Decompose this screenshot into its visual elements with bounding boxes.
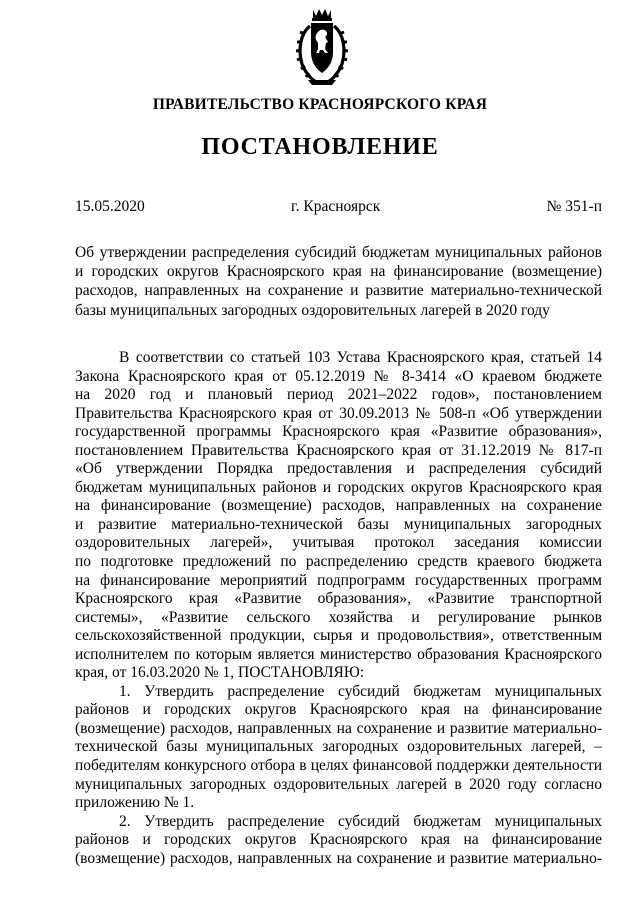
body-line: на финансирование (возмещение) расходов, направленных на сохранение — [75, 497, 602, 515]
body-line: 1. Утвердить распределение субсидий бюджетам муниципальных — [119, 682, 602, 700]
subject-line: базы муниципальных загородных оздоровительных лагерей в 2020 году — [75, 301, 550, 319]
body-line: (возмещение) расходов, направленных на сохранение и развитие материально- — [75, 849, 602, 867]
body-paragraph — [75, 813, 602, 869]
body-line: постановлением Правительства Красноярского края от 31.12.2019 № 817-п — [75, 441, 602, 459]
document-city: г. Красноярск — [291, 198, 381, 215]
body-line: районов и городских округов Красноярского края на финансирование — [75, 831, 602, 849]
document-number: № 351-п — [546, 198, 602, 215]
body-line: районов и городских округов Красноярского края на финансирование — [75, 701, 602, 719]
document-type-title: ПОСТАНОВЛЕНИЕ — [201, 134, 439, 160]
body-line: на финансирование мероприятий подпрограмм государственных программ — [75, 571, 602, 589]
subject-line: расходов, направленных на сохранение и развитие материально-технической — [75, 282, 602, 300]
body-line: бюджетам муниципальных районов и городских округов Красноярского края — [75, 478, 602, 496]
body-line: Красноярского края «Развитие образования», «Развитие транспортной — [75, 590, 602, 608]
document-subject — [75, 243, 602, 320]
body-paragraph — [75, 349, 602, 683]
body-line: оздоровительных лагерей», учитывая протокол заседания комиссии — [75, 534, 602, 552]
body-line: муниципальных загородных оздоровительных лагерей в 2020 году согласно — [75, 775, 602, 793]
body-paragraph — [75, 683, 602, 813]
body-line: (возмещение) расходов, направленных на сохранение и развитие материально- — [75, 719, 602, 737]
subject-line: Об утверждении распределения субсидий бюджетам муниципальных районов — [75, 244, 602, 261]
document-date: 15.05.2020 — [75, 198, 145, 215]
body-line: 2. Утвердить распределение субсидий бюджетам муниципальных — [119, 812, 602, 830]
body-line: победителям конкурсного отбора в целях финансовой поддержки деятельности — [75, 757, 602, 775]
body-line: на 2020 год и плановый период 2021–2022 годов», постановлением — [75, 386, 602, 404]
coat-of-arms-emblem — [296, 6, 348, 88]
body-line: по подготовке предложений по распределению средств краевого бюджета — [75, 553, 602, 571]
organization-title: ПРАВИТЕЛЬСТВО КРАСНОЯРСКОГО КРАЯ — [152, 96, 488, 113]
body-line: Правительства Красноярского края от 30.09.2013 № 508-п «Об утверждении — [75, 404, 602, 422]
body-line: технической базы муниципальных загородных оздоровительных лагерей, – — [75, 738, 602, 756]
document-body — [75, 349, 602, 868]
body-line: системы», «Развитие сельского хозяйства и регулирование рынков — [75, 608, 602, 626]
body-line: приложению № 1. — [75, 794, 195, 812]
subject-line: и городских округов Красноярского края на финансирование (возмещение) — [75, 263, 602, 281]
body-line: В соответствии со статьей 103 Устава Красноярского края, статьей 14 — [119, 349, 602, 366]
body-line: государственной программы Красноярского края «Развитие образования», — [75, 423, 602, 441]
body-line: сельскохозяйственной продукции, сырья и продовольствия», ответственным — [75, 627, 602, 645]
body-line: «Об утверждении Порядка предоставления и распределения субсидий — [75, 460, 602, 478]
body-line: и развитие материально-технической базы муниципальных загородных — [75, 515, 602, 533]
body-line: исполнителем по которым является министерство образования Красноярского — [75, 645, 602, 663]
body-line: края, от 16.03.2020 № 1, ПОСТАНОВЛЯЮ: — [75, 664, 365, 682]
body-line: Закона Красноярского края от 05.12.2019 № 8-3414 «О краевом бюджете — [75, 367, 602, 385]
